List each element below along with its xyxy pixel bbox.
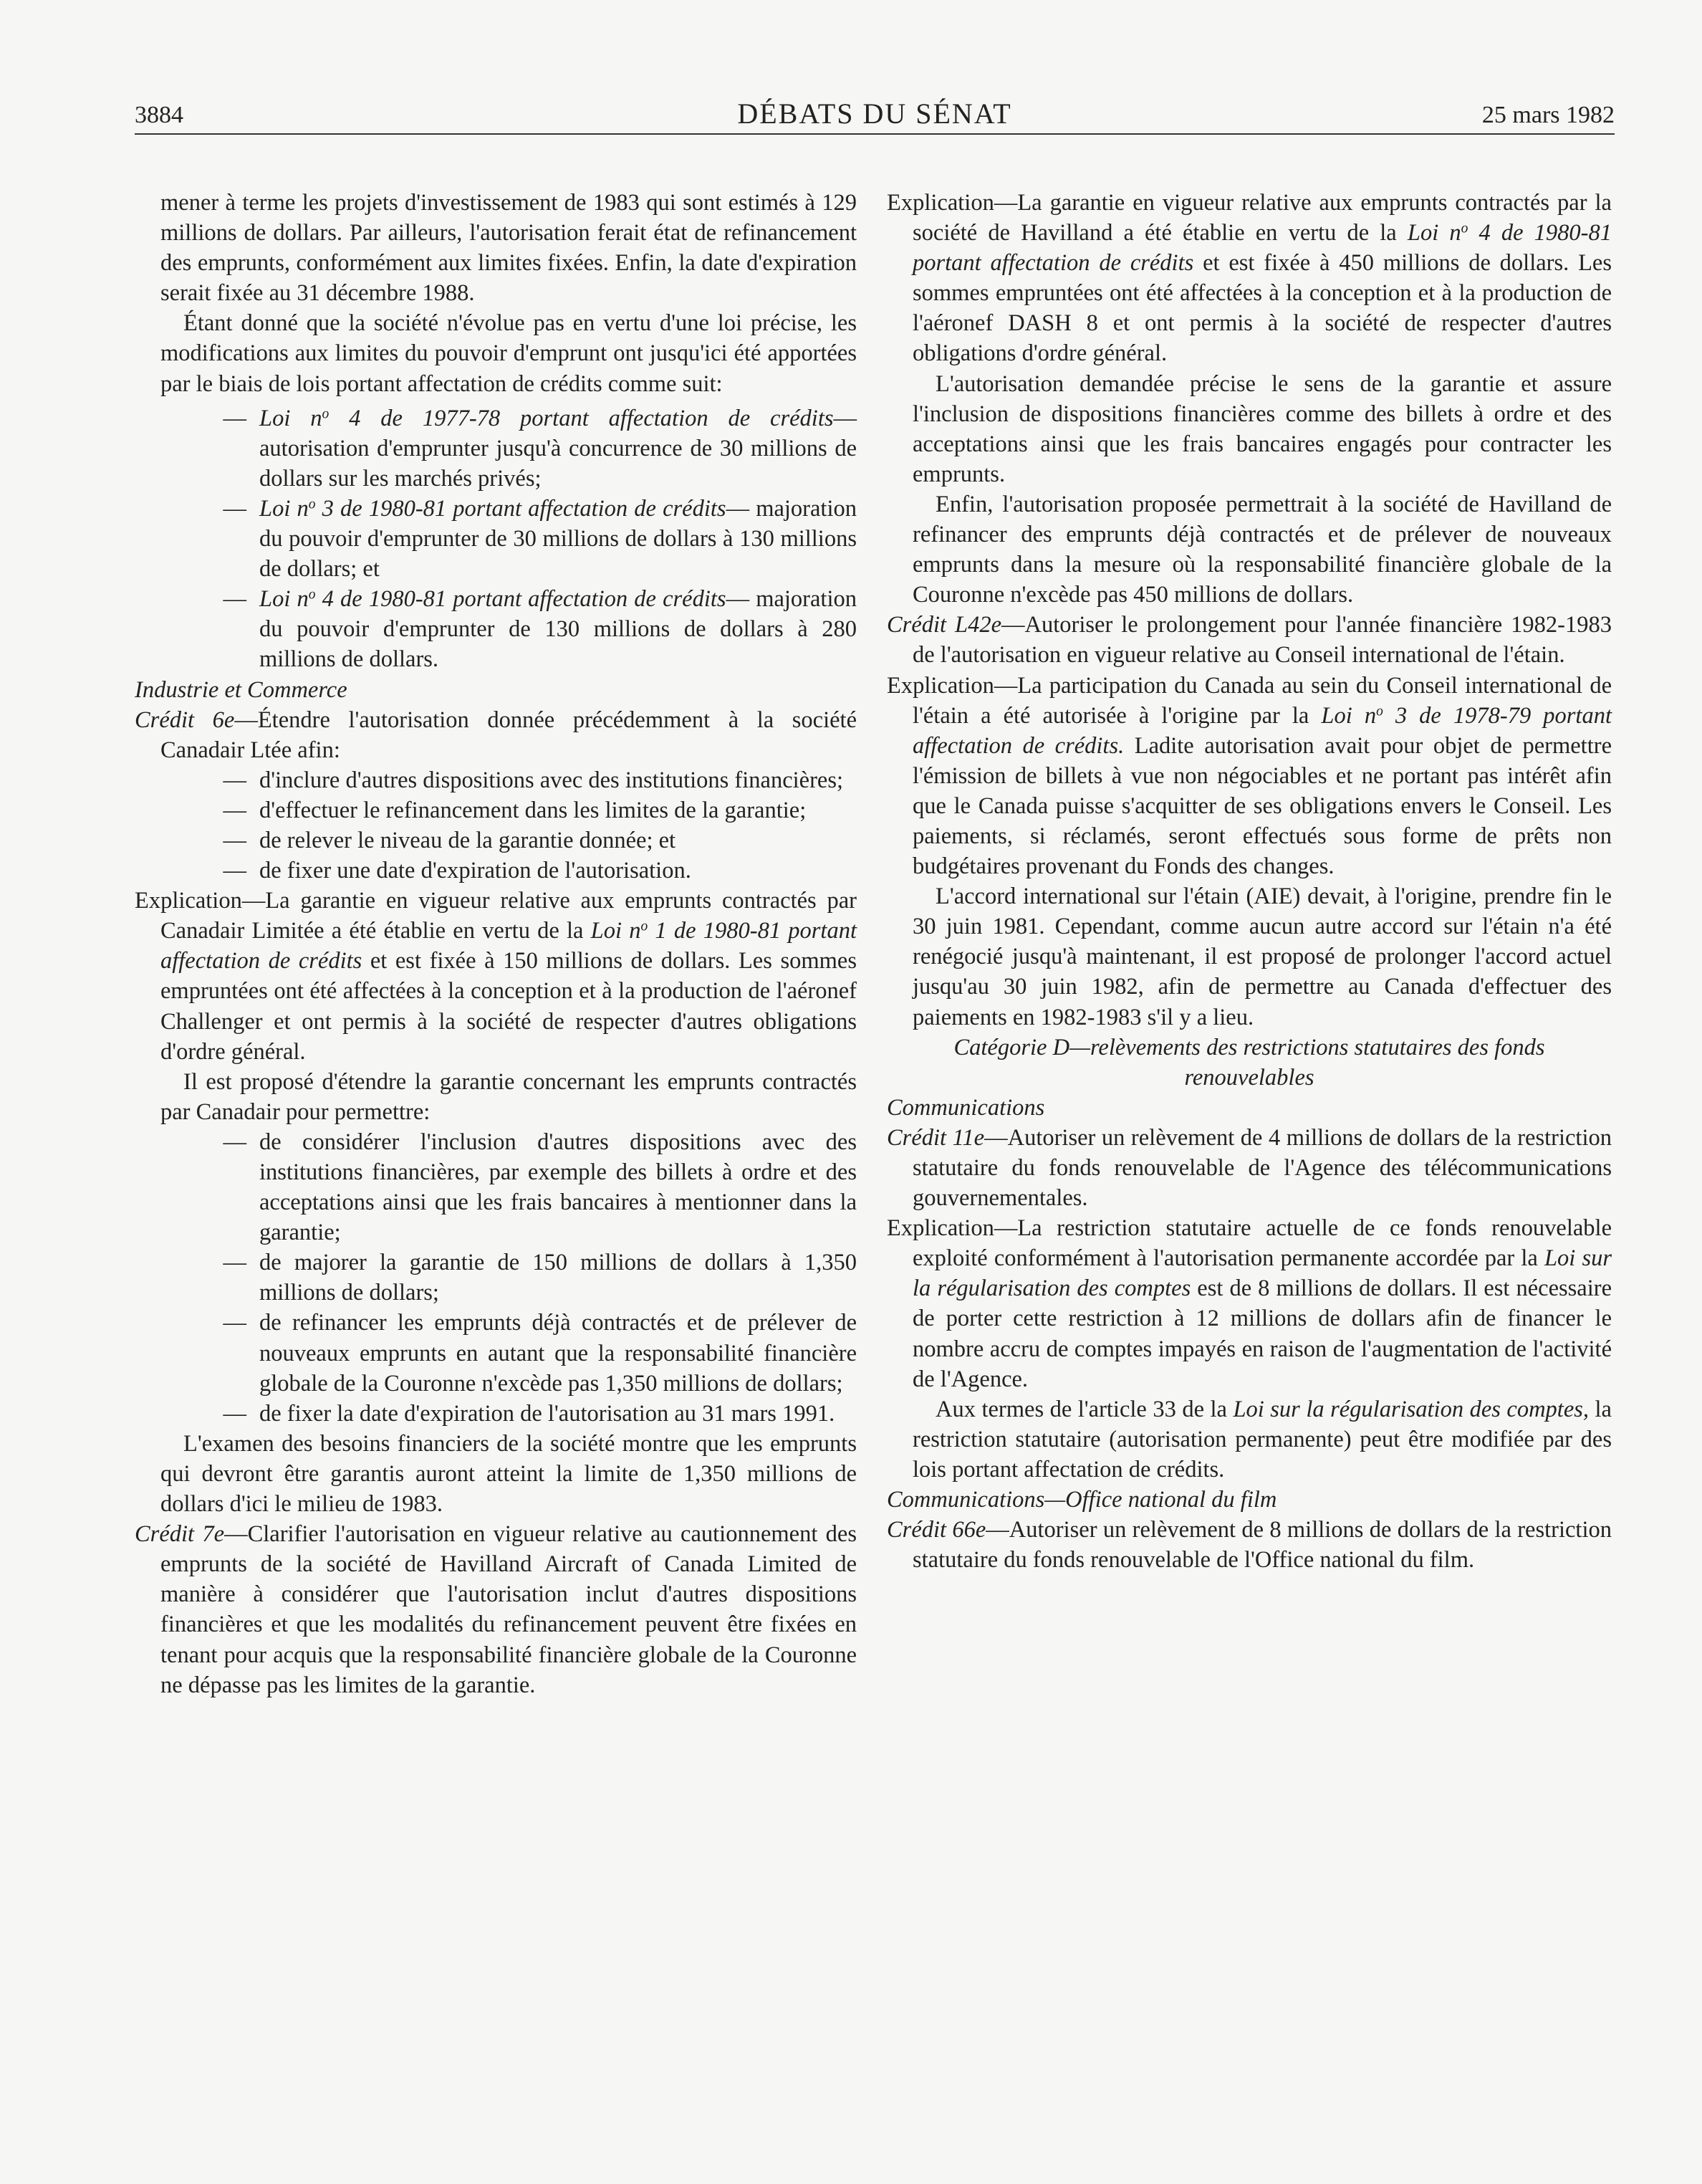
explanation: Explication—La restriction statutaire actuelle de ce fonds renouvelable exploité conformément à l'autorisation permanente accordée par la Loi sur la régularisation des comptes est de 8 millions de dollars. Il est nécessaire de porter cette restriction à 12 millions de dollars afin de financer le nombre accru de comptes impayés en raison de l'augmentation de l'activité de l'Agence.: [887, 1215, 1612, 1392]
section-heading: Communications: [887, 1094, 1045, 1121]
paragraph: L'autorisation demandée précise le sens de la garantie et assure l'inclusion de dispositions financières comme des billets à ordre et des acceptations ainsi que les frais bancaires engagés pour contracter les emprunts.: [913, 370, 1612, 487]
list-item: — Loi $n^o$ 3 de 1980-81 portant affectation de crédits— majoration du pouvoir d'emprunter de 30 millions de dollars à 130 millions de dollars; et: [223, 495, 857, 583]
category-title: Catégorie D—relèvements des restrictions statutaires des fonds renouvelables: [953, 1034, 1545, 1091]
section-heading: Communications—Office national du film: [887, 1487, 1277, 1513]
explanation: Explication—La garantie en vigueur relative aux emprunts contractés par la société de Havilland a été établie en vertu de la Loi $n^o$ 4 de 1980-81 portant affectation de crédits et est fixée à 450 millions de dollars. Les sommes empruntées ont été affectées à la conception et à la production de l'aéronef DASH 8 et ont permis à la société de respecter d'autres obligations d'ordre général.: [887, 190, 1612, 367]
section-heading: Industrie et Commerce: [135, 676, 347, 703]
list-item: — de considérer l'inclusion d'autres dispositions avec des institutions financières, par exemple des billets à ordre et des acceptations ainsi que les frais bancaires à mentionner dans la garantie;: [223, 1129, 857, 1246]
list-item: — Loi $n^o$ 4 de 1980-81 portant affectation de crédits— majoration du pouvoir d'emprunter de 130 millions de dollars à 280 millions de dollars.: [223, 586, 857, 673]
list-item: — d'inclure d'autres dispositions avec des institutions financières;: [223, 767, 844, 793]
page-number: 3884: [135, 102, 183, 128]
right-column: [887, 188, 1612, 1575]
list-item: — de relever le niveau de la garantie donnée; et: [223, 827, 676, 853]
paragraph: Étant donné que la société n'évolue pas en vertu d'une loi précise, les modifications aux limites du pouvoir d'emprunt ont jusqu'ici été apportées par le biais de lois portant affectation de crédits comme suit:: [160, 310, 857, 397]
paragraph: L'examen des besoins financiers de la société montre que les emprunts qui devront être garantis auront atteint la limite de 1,350 millions de dollars d'ici le milieu de 1983.: [160, 1430, 857, 1518]
credit-item: Crédit 6e—Étendre l'autorisation donnée précédemment à la société Canadair Ltée afin:: [135, 707, 857, 763]
credit-item: Crédit 11e—Autoriser un relèvement de 4 millions de dollars de la restriction statutaire du fonds renouvelable de l'Agence des télécommunications gouvernementales.: [887, 1124, 1612, 1212]
credit-item: Crédit 66e—Autoriser un relèvement de 8 millions de dollars de la restriction statutaire du fonds renouvelable de l'Office national du film.: [887, 1517, 1612, 1574]
list-item: — d'effectuer le refinancement dans les limites de la garantie;: [223, 797, 807, 823]
list-item: — de majorer la garantie de 150 millions de dollars à 1,350 millions de dollars;: [223, 1250, 857, 1306]
list-item: — de fixer la date d'expiration de l'autorisation au 31 mars 1991.: [223, 1400, 835, 1427]
paragraph: Enfin, l'autorisation proposée permettrait à la société de Havilland de refinancer des emprunts déjà contractés et de prélever de nouveaux emprunts dans la mesure où la responsabilité financière globale de la Couronne n'excède pas 450 millions de dollars.: [913, 491, 1612, 608]
explanation: Explication—La garantie en vigueur relative aux emprunts contractés par Canadair Limitée a été établie en vertu de la Loi $n^o$ 1 de 1980-81 portant affectation de crédits et est fixée à 150 millions de dollars. Les sommes empruntées ont été affectées à la conception et à la production de l'aéronef Challenger et ont permis à la société de respecter d'autres obligations d'ordre général.: [135, 888, 857, 1065]
paragraph: mener à terme les projets d'investissement de 1983 qui sont estimés à 129 millions de dollars. Par ailleurs, l'autorisation ferait état de refinancement des emprunts, conformément aux limites fixées. Enfin, la date d'expiration serait fixée au 31 décembre 1988.: [160, 190, 857, 307]
issue-date: 25 mars 1982: [1481, 102, 1615, 128]
paragraph: Il est proposé d'étendre la garantie concernant les emprunts contractés par Canadair pour permettre:: [160, 1068, 857, 1125]
credit-item: Crédit L42e—Autoriser le prolongement pour l'année financière 1982-1983 de l'autorisation en vigueur relative au Conseil international de l'étain.: [887, 612, 1612, 669]
list-item: — Loi $n^o$ 4 de 1977-78 portant affectation de crédits— autorisation d'emprunter jusqu'à concurrence de 30 millions de dollars sur les marchés privés;: [223, 405, 857, 492]
credit-item: Crédit 7e—Clarifier l'autorisation en vigueur relative au cautionnement des emprunts de la société de Havilland Aircraft of Canada Limited de manière à considérer que l'autorisation inclut d'autres dispositions financières et que les modalités du refinancement peuvent être fixées en tenant pour acquis que la responsabilité financière globale de la Couronne ne dépasse pas les limites de la garantie.: [135, 1521, 857, 1698]
paragraph: Aux termes de l'article 33 de la Loi sur la régularisation des comptes, la restriction statutaire (autorisation permanente) peut être modifiée par des lois portant affectation de crédits.: [913, 1396, 1612, 1483]
list-item: — de refinancer les emprunts déjà contractés et de prélever de nouveaux emprunts en autant que la responsabilité financière globale de la Couronne n'excède pas 1,350 millions de dollars;: [223, 1310, 857, 1397]
paragraph: L'accord international sur l'étain (AIE) devait, à l'origine, prendre fin le 30 juin 1981. Cependant, comme aucun autre accord sur l'étain n'a été renégocié jusqu'à maintenant, il est proposé de prolonger l'accord actuel jusqu'au 30 juin 1982, afin de permettre au Canada d'effectuer des paiements en 1982-1983 s'il y a lieu.: [913, 883, 1612, 1030]
publication-title: DÉBATS DU SÉNAT: [737, 97, 1012, 130]
left-column: [135, 188, 857, 1700]
page-header: [135, 93, 1615, 135]
explanation: Explication—La participation du Canada au sein du Conseil international de l'étain a été autorisée à l'origine par la Loi $n^o$ 3 de 1978-79 portant affectation de crédits. Ladite autorisation avait pour objet de permettre l'émission de billets à vue non négociables et ne portant pas intérêt afin que le Canada puisse s'acquitter de ses obligations envers le Conseil. Les paiements, si réclamés, seront effectués sous forme de prêts non budgétaires provenant du Fonds des changes.: [887, 672, 1612, 880]
list-item: — de fixer une date d'expiration de l'autorisation.: [223, 858, 691, 884]
